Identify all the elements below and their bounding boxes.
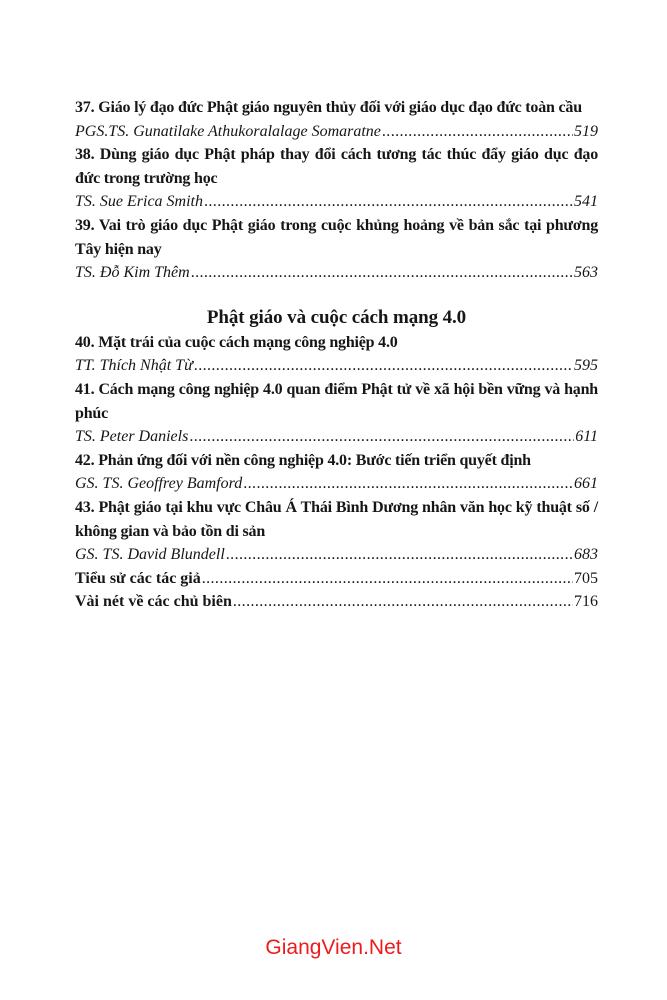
toc-author: GS. TS. Geoffrey Bamford <box>75 475 243 493</box>
toc-author: TS. Peter Daniels <box>75 428 189 446</box>
toc-entry-title: 37. Giáo lý đạo đức Phật giáo nguyên thủy đối với giáo dục đạo đức toàn cầu <box>75 99 582 116</box>
toc-author: TS. Đỗ Kim Thêm <box>75 264 190 282</box>
toc-page-number: 705 <box>574 569 598 587</box>
toc-entry-40 <box>75 331 598 378</box>
toc-entry-41 <box>75 378 598 449</box>
toc-author-line <box>75 354 598 378</box>
toc-author: PGS.TS. Gunatilake Athukoralalage Somaratne <box>75 122 381 140</box>
dot-leader <box>233 590 573 614</box>
toc-entry-42 <box>75 449 598 496</box>
toc-entry-title: 42. Phản ứng đối với nền công nghiệp 4.0: Bước tiến triển quyết định <box>75 451 531 469</box>
toc-author-line <box>75 472 598 496</box>
toc-row-label: Vài nét về các chủ biên <box>75 593 232 611</box>
toc-page-number: 716 <box>574 593 598 611</box>
toc-entry-43 <box>75 496 598 567</box>
toc-page-number: 611 <box>575 428 598 446</box>
toc-row-label: Tiểu sử các tác giả <box>75 569 201 587</box>
toc-entry-39 <box>75 214 598 285</box>
dot-leader <box>204 190 573 214</box>
toc-author: TT. Thích Nhật Từ <box>75 357 193 375</box>
toc-entry-title: 43. Phật giáo tại khu vực Châu Á Thái Bình Dương nhân văn học kỹ thuật số / không gian và bảo tồn di sản <box>75 498 598 540</box>
toc-page-number: 595 <box>574 357 598 375</box>
toc-author-line <box>75 543 598 567</box>
toc-page-number: 661 <box>574 475 598 493</box>
toc-author-line <box>75 190 598 214</box>
toc-row-editors-notes <box>75 590 598 614</box>
toc-entry-37 <box>75 96 598 143</box>
dot-leader <box>191 261 573 285</box>
toc-author-line <box>75 120 598 144</box>
toc-page-number: 519 <box>574 122 598 140</box>
toc-page-number: 563 <box>574 264 598 282</box>
toc-entry-title: 41. Cách mạng công nghiệp 4.0 quan điểm Phật tử về xã hội bền vững và hạnh phúc <box>75 380 598 422</box>
toc-author: GS. TS. David Blundell <box>75 546 225 564</box>
toc-author: TS. Sue Erica Smith <box>75 193 203 211</box>
dot-leader <box>243 472 573 496</box>
dot-leader <box>194 354 573 378</box>
toc-author-line <box>75 261 598 285</box>
toc-page-number: 683 <box>574 546 598 564</box>
toc-row-author-biographies <box>75 567 598 591</box>
toc-entry-title: 38. Dùng giáo dục Phật pháp thay đổi cách tương tác thúc đẩy giáo dục đạo đức trong trường học <box>75 146 598 187</box>
toc-entry-38 <box>75 143 598 214</box>
dot-leader <box>226 543 573 567</box>
toc-page-number: 541 <box>574 193 598 211</box>
table-of-contents <box>75 96 598 614</box>
dot-leader <box>382 120 573 144</box>
section-heading: Phật giáo và cuộc cách mạng 4.0 <box>206 306 467 328</box>
watermark-giangvien-net: GiangVien.Net <box>265 936 402 959</box>
toc-author-line <box>75 425 598 449</box>
toc-entry-title: 40. Mặt trái của cuộc cách mạng công nghiệp 4.0 <box>75 333 398 351</box>
toc-entry-title: 39. Vai trò giáo dục Phật giáo trong cuộc khủng hoảng về bản sắc tại phương Tây hiện nay <box>75 216 598 258</box>
dot-leader <box>202 567 573 591</box>
dot-leader <box>189 425 574 449</box>
